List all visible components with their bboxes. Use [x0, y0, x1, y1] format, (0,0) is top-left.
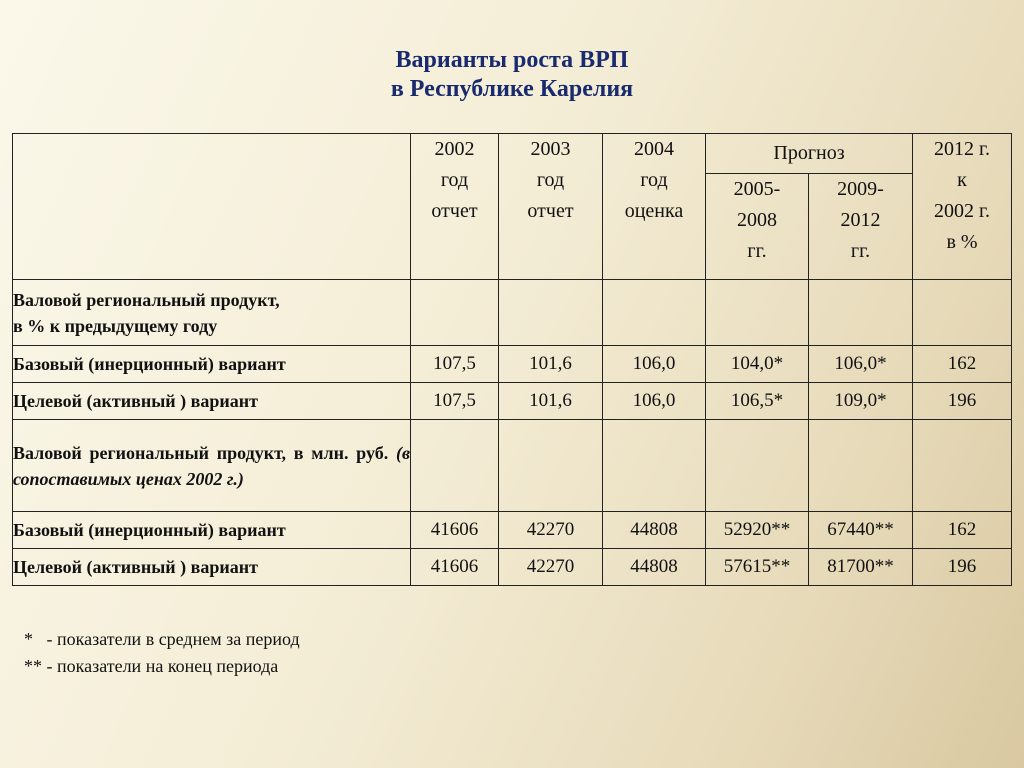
cell-2005-2008: 104,0* — [706, 346, 809, 383]
table-row — [13, 346, 1012, 383]
cell-2005-2008: 106,5* — [706, 383, 809, 420]
cell-2002: 41606 — [411, 549, 499, 586]
cell-2002: 41606 — [411, 512, 499, 549]
title-line-1: Варианты роста ВРП — [395, 47, 629, 73]
cell-2004: 44808 — [603, 549, 706, 586]
cell-ratio: 196 — [913, 383, 1012, 420]
cell-2004: 44808 — [603, 512, 706, 549]
vrp-table — [12, 133, 1012, 586]
header-2009-2012: 2009- 2012 гг. — [809, 174, 913, 280]
cell-2009-2012: 106,0* — [809, 346, 913, 383]
cell-2003: 42270 — [499, 512, 603, 549]
footnotes — [24, 626, 300, 680]
header-2003: 2003 год отчет — [499, 134, 603, 280]
footnote-double-asterisk: ** - показатели на конец периода — [24, 656, 279, 676]
cell-2004: 106,0 — [603, 346, 706, 383]
cell-2009-2012: 81700** — [809, 549, 913, 586]
header-2005-2008: 2005- 2008 гг. — [706, 174, 809, 280]
row-label-italic: (в сопоставимых ценах 2002 г.) — [13, 442, 410, 489]
cell-ratio: 162 — [913, 346, 1012, 383]
table-row — [13, 549, 1012, 586]
cell-2003: 101,6 — [499, 383, 603, 420]
header-row — [13, 134, 1012, 174]
header-forecast: Прогноз — [706, 134, 913, 174]
footnote-single-asterisk: * - показатели в среднем за период — [24, 629, 300, 649]
cell-2002: 107,5 — [411, 346, 499, 383]
cell-2002: 107,5 — [411, 383, 499, 420]
table-row — [13, 420, 1012, 512]
row-label: Целевой (активный ) вариант — [13, 383, 411, 420]
cell-2009-2012: 109,0* — [809, 383, 913, 420]
header-2002: 2002 год отчет — [411, 134, 499, 280]
header-2004: 2004 год оценка — [603, 134, 706, 280]
row-label-text: Валовой региональный продукт, в млн. руб. — [13, 442, 389, 463]
cell-2003: 42270 — [499, 549, 603, 586]
header-ratio: 2012 г. к 2002 г. в % — [913, 134, 1012, 280]
row-label: Базовый (инерционный) вариант — [13, 512, 411, 549]
cell-2003: 101,6 — [499, 346, 603, 383]
page-title — [0, 46, 1024, 104]
cell-2005-2008: 52920** — [706, 512, 809, 549]
cell-2004: 106,0 — [603, 383, 706, 420]
row-label — [13, 420, 411, 512]
table-row — [13, 280, 1012, 346]
cell-2005-2008: 57615** — [706, 549, 809, 586]
header-corner — [13, 134, 411, 280]
table-row — [13, 383, 1012, 420]
title-line-2: в Республике Карелия — [390, 76, 634, 102]
row-label: Валовой региональный продукт, в % к предыдущему году — [13, 280, 411, 346]
row-label: Целевой (активный ) вариант — [13, 549, 411, 586]
cell-2009-2012: 67440** — [809, 512, 913, 549]
cell-ratio: 196 — [913, 549, 1012, 586]
row-label: Базовый (инерционный) вариант — [13, 346, 411, 383]
table-row — [13, 512, 1012, 549]
cell-ratio: 162 — [913, 512, 1012, 549]
